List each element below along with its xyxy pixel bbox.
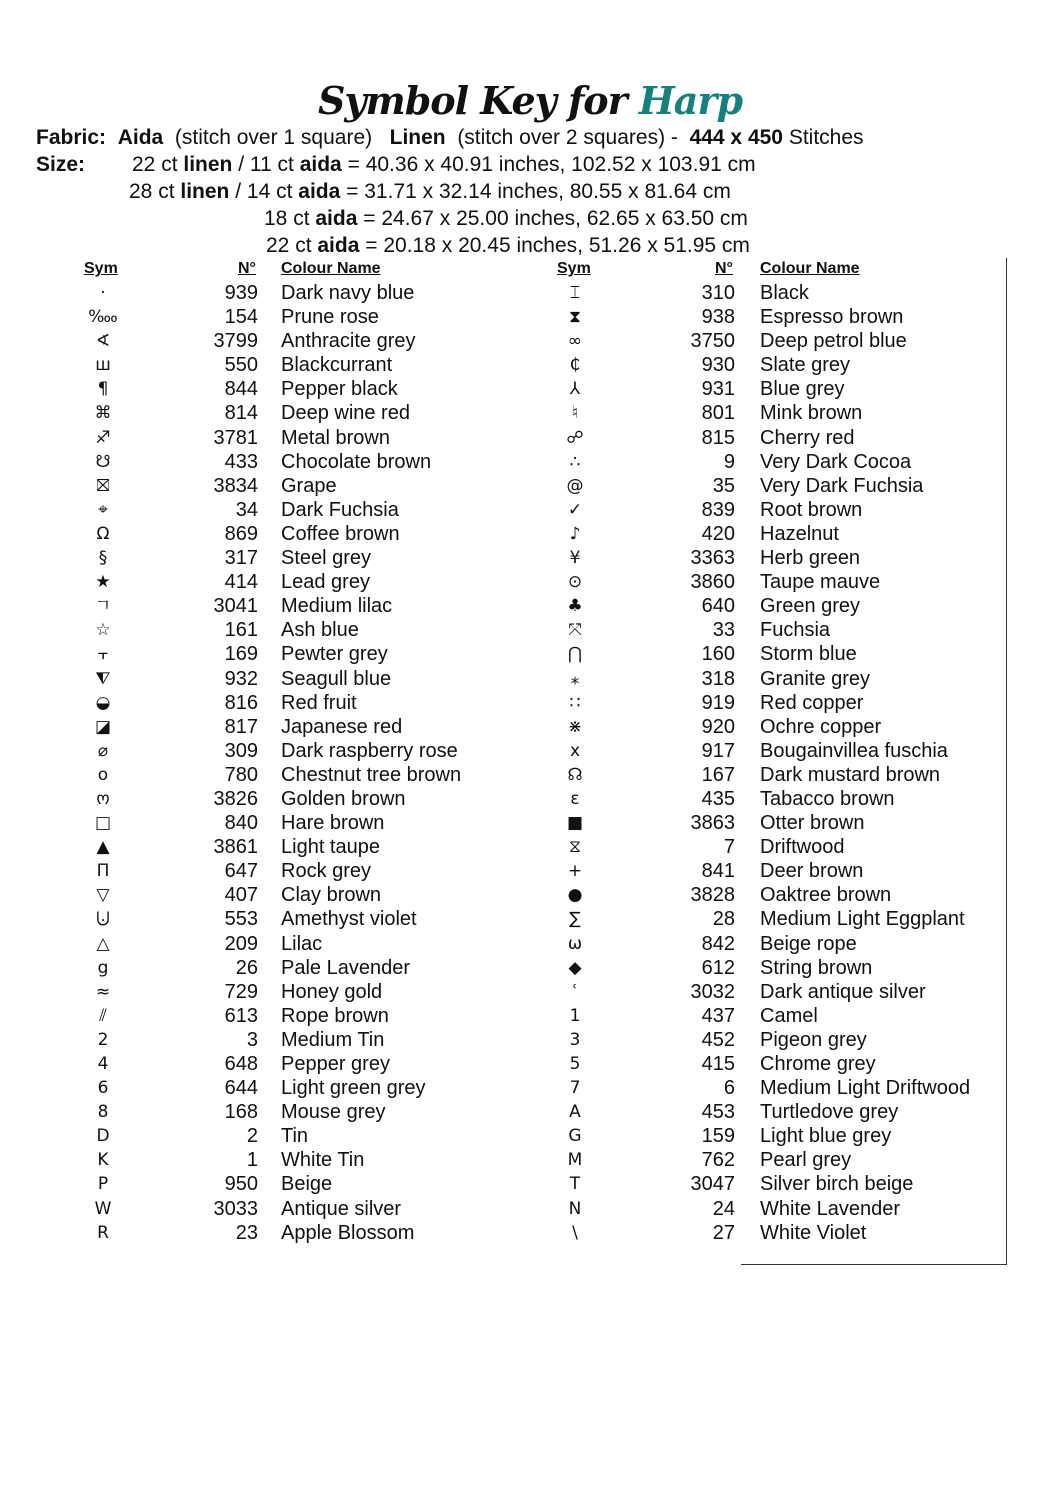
colour-name: Anthracite grey: [281, 330, 416, 353]
colour-name: Storm blue: [760, 643, 857, 666]
thread-number: 842: [701, 932, 735, 955]
fabric-linen-note: (stitch over 2 squares) -: [457, 126, 678, 149]
colour-name: Deep wine red: [281, 402, 410, 425]
symbol-icon: 2: [97, 1029, 109, 1050]
thread-number: 1: [246, 1149, 258, 1172]
thread-number: 453: [701, 1101, 735, 1124]
thread-number: 3861: [213, 836, 258, 859]
colour-name: Red copper: [760, 691, 864, 714]
symbol-icon: 4: [97, 1054, 109, 1074]
colour-name: Beige: [281, 1173, 333, 1196]
thread-number: 310: [701, 282, 735, 304]
symbol-icon: W: [94, 1198, 112, 1219]
header-num-left: N°: [238, 260, 256, 277]
symbol-icon: ■: [566, 813, 584, 834]
colour-name: Mink brown: [760, 402, 863, 425]
colour-name: Hazelnut: [760, 522, 839, 545]
colour-name: Medium Tin: [281, 1028, 385, 1051]
symbol-icon: K: [97, 1150, 109, 1171]
colour-name: White Lavender: [760, 1197, 901, 1220]
thread-number: 762: [701, 1149, 735, 1172]
thread-number: 931: [701, 378, 735, 401]
thread-number: 3041: [213, 595, 258, 618]
symbol-icon: ш: [95, 355, 111, 376]
colour-name: Apple Blossom: [281, 1221, 415, 1244]
colour-name: Seagull blue: [281, 667, 392, 690]
thread-number: 814: [224, 402, 258, 425]
symbol-icon: ☋: [95, 451, 111, 472]
colour-name: Medium lilac: [281, 595, 393, 618]
symbol-icon: ⊙: [567, 572, 583, 593]
symbol-icon: 1: [569, 1005, 581, 1026]
symbol-icon: D: [96, 1126, 110, 1147]
thread-number: 3033: [213, 1197, 258, 1220]
fabric-aida-note: (stitch over 1 square): [174, 126, 373, 149]
colour-name: Pewter grey: [281, 643, 388, 666]
symbol-icon: 6: [97, 1078, 109, 1099]
colour-name: Blackcurrant: [281, 354, 393, 377]
colour-name: Prune rose: [281, 306, 379, 329]
symbol-icon: ♮: [571, 403, 579, 424]
thread-number: 3828: [690, 884, 735, 907]
colour-name: Pepper black: [281, 378, 398, 401]
symbol-icon: 8: [97, 1102, 109, 1123]
symbol-icon: ‱: [88, 307, 118, 328]
symbol-icon: ⌖: [98, 499, 108, 520]
symbol-icon: ◒: [95, 692, 111, 713]
thread-number: 309: [224, 739, 258, 762]
colour-name: Grape: [281, 474, 337, 497]
thread-number: 844: [224, 378, 258, 401]
symbol-icon: ♣: [567, 596, 583, 617]
thread-number: 28: [712, 908, 735, 931]
thread-number: 729: [224, 980, 258, 1003]
colour-name: Beige rope: [760, 932, 857, 955]
pattern-name: Harp: [638, 78, 743, 123]
colour-name: Herb green: [760, 547, 861, 570]
colour-name: Antique silver: [281, 1197, 402, 1220]
fabric-aida: Aida: [117, 126, 164, 149]
thread-number: 433: [224, 450, 258, 473]
symbol-icon: ε: [570, 788, 580, 809]
colour-name: Pale Lavender: [281, 956, 410, 979]
symbol-icon: △: [96, 933, 110, 954]
symbol-icon: @: [566, 475, 584, 496]
thread-number: 159: [701, 1125, 735, 1148]
colour-name: Blue grey: [760, 378, 845, 401]
thread-number: 2: [246, 1125, 258, 1148]
symbol-icon: M: [567, 1150, 583, 1171]
colour-name: Rock grey: [281, 860, 372, 883]
symbol-icon: ⫟: [97, 644, 109, 665]
colour-name: Turtledove grey: [760, 1101, 899, 1124]
symbol-icon: ⌘: [94, 403, 112, 424]
symbol-icon: ◪: [94, 716, 112, 737]
thread-number: 938: [701, 306, 735, 329]
thread-number: 318: [701, 667, 735, 690]
colour-name: Lead grey: [281, 571, 370, 594]
thread-number: 3860: [690, 571, 735, 594]
colour-name: Chestnut tree brown: [281, 763, 462, 786]
thread-number: 3032: [690, 980, 735, 1003]
stitch-label: Stitches: [788, 126, 864, 149]
colour-name: Dark mustard brown: [760, 763, 941, 786]
symbol-icon: 3: [569, 1029, 581, 1050]
colour-name: Medium Light Driftwood: [760, 1077, 971, 1100]
colour-name: White Violet: [760, 1221, 867, 1244]
symbol-icon: ⅄: [569, 379, 581, 400]
thread-number: 553: [224, 908, 258, 931]
thread-number: 839: [701, 498, 735, 521]
thread-number: 3363: [690, 547, 735, 570]
thread-number: 3863: [690, 812, 735, 835]
thread-number: 415: [701, 1053, 735, 1075]
size-line-3: 18 ct aida = 24.67 x 25.00 inches, 62.65 x 63.50 cm: [264, 207, 748, 230]
thread-number: 3799: [213, 330, 258, 353]
symbol-icon: o: [97, 764, 109, 785]
symbol-icon: \: [572, 1222, 578, 1243]
border-right: [1006, 258, 1007, 1264]
fabric-label: Fabric:: [36, 126, 107, 149]
colour-name: Ochre copper: [760, 715, 882, 738]
symbol-icon: ∷: [569, 692, 581, 713]
symbol-icon: T: [569, 1174, 581, 1195]
symbol-icon: ⛝: [96, 475, 110, 496]
colour-name: Deer brown: [760, 860, 864, 883]
symbol-icon: N: [568, 1198, 582, 1219]
thread-number: 869: [224, 522, 258, 545]
colour-name: Light blue grey: [760, 1125, 892, 1148]
symbol-icon: ▲: [96, 837, 110, 858]
colour-name: Tin: [281, 1125, 309, 1148]
thread-number: 414: [224, 571, 258, 594]
stitch-count: 444 x 450: [689, 126, 783, 149]
colour-name: Pepper grey: [281, 1053, 390, 1075]
symbol-icon: ₵: [569, 355, 581, 376]
colour-name: Oaktree brown: [760, 884, 892, 907]
colour-name: Amethyst violet: [281, 908, 417, 931]
symbol-icon: ⌶: [569, 283, 581, 303]
colour-name: Clay brown: [281, 884, 382, 907]
colour-name: Golden brown: [281, 787, 406, 810]
thread-number: 154: [224, 306, 258, 329]
header-sym-right: Sym: [557, 260, 591, 277]
thread-number: 550: [224, 354, 258, 377]
colour-name: Taupe mauve: [760, 571, 881, 594]
colour-name: Rope brown: [281, 1004, 389, 1027]
colour-name: Hare brown: [281, 812, 385, 835]
thread-number: 919: [701, 691, 735, 714]
symbol-icon: ♐: [95, 427, 111, 448]
colour-name: Very Dark Cocoa: [760, 450, 912, 473]
colour-name: Metal brown: [281, 426, 390, 449]
thread-number: 801: [701, 402, 735, 425]
colour-name: Cherry red: [760, 426, 855, 449]
symbol-icon: ♪: [569, 523, 581, 544]
symbol-icon: ⋇: [567, 716, 583, 737]
thread-number: 9: [723, 450, 735, 473]
colour-name: Ash blue: [281, 619, 359, 642]
symbol-icon: ◆: [568, 957, 582, 978]
thread-number: 3781: [213, 426, 258, 449]
colour-name: Red fruit: [281, 691, 357, 714]
symbol-icon: x: [569, 740, 581, 761]
symbol-icon: ʿ: [572, 981, 578, 1002]
thread-number: 23: [235, 1221, 258, 1244]
thread-number: 647: [224, 860, 258, 883]
symbol-icon: A: [569, 1102, 581, 1123]
colour-name: Deep petrol blue: [760, 330, 907, 353]
thread-number: 33: [712, 619, 735, 642]
symbol-icon: 5: [569, 1054, 581, 1074]
thread-number: 34: [235, 498, 258, 521]
symbol-icon: ≈: [95, 981, 111, 1002]
colour-name: Dark Fuchsia: [281, 498, 399, 521]
colour-name: Chocolate brown: [281, 450, 432, 473]
symbol-icon: g: [97, 957, 109, 978]
symbol-icon: ⧖: [569, 837, 581, 858]
size-line-1: 22 ct linen / 11 ct aida = 40.36 x 40.91 inches, 102.52 x 103.91 cm: [132, 153, 756, 176]
colour-name: Mouse grey: [281, 1101, 386, 1124]
thread-number: 930: [701, 354, 735, 377]
symbol-icon: ∢: [95, 331, 111, 352]
colour-name: Medium Light Eggplant: [760, 908, 965, 931]
colour-name: Black: [760, 282, 809, 304]
colour-name: Granite grey: [760, 667, 871, 690]
symbol-icon: ⧨: [95, 668, 111, 689]
thread-number: 3047: [690, 1173, 735, 1196]
thread-number: 24: [712, 1197, 735, 1220]
symbol-icon: G: [568, 1126, 582, 1147]
thread-number: 167: [701, 763, 735, 786]
symbol-icon: ¥: [569, 548, 581, 569]
colour-name: Pearl grey: [760, 1149, 852, 1172]
thread-number: 612: [701, 956, 735, 979]
thread-number: 815: [701, 426, 735, 449]
symbol-icon: ☆: [95, 620, 111, 641]
symbol-icon: ·: [100, 283, 106, 303]
colour-name: Silver birch beige: [760, 1173, 914, 1196]
fabric-linen: Linen: [389, 126, 446, 149]
symbol-icon: ⨃: [96, 909, 110, 930]
symbol-icon: ☊: [567, 764, 583, 785]
symbol-icon: ★: [95, 572, 111, 593]
thread-number: 840: [224, 812, 258, 835]
symbol-icon: ⌀: [97, 740, 109, 761]
colour-name: Espresso brown: [760, 306, 904, 329]
thread-number: 780: [224, 763, 258, 786]
thread-number: 613: [224, 1004, 258, 1027]
symbol-icon: §: [98, 548, 108, 569]
thread-number: 437: [701, 1004, 735, 1027]
colour-name: Light taupe: [281, 836, 380, 859]
symbol-icon: ω: [567, 933, 583, 954]
thread-number: 3750: [690, 330, 735, 353]
symbol-icon: ⤧: [568, 620, 582, 641]
colour-name: Japanese red: [281, 715, 403, 738]
thread-number: 161: [224, 619, 258, 642]
colour-name: Honey gold: [281, 980, 383, 1003]
thread-number: 317: [224, 547, 258, 570]
symbol-icon: ⁎: [570, 668, 580, 689]
fabric-line: [36, 124, 864, 151]
symbol-icon: ო: [96, 788, 110, 809]
symbol-icon: ⋂: [568, 644, 582, 665]
colour-name: Very Dark Fuchsia: [760, 474, 924, 497]
page-title: [0, 78, 1060, 123]
header-num-right: N°: [715, 260, 733, 277]
symbol-icon: ¶: [97, 379, 109, 400]
thread-number: 817: [224, 715, 258, 738]
colour-name: Chrome grey: [760, 1053, 876, 1075]
header-name-left: Colour Name: [281, 260, 381, 277]
thread-number: 816: [224, 691, 258, 714]
thread-number: 3826: [213, 787, 258, 810]
colour-name: Tabacco brown: [760, 787, 895, 810]
thread-number: 435: [701, 787, 735, 810]
colour-name: Otter brown: [760, 812, 865, 835]
thread-number: 420: [701, 522, 735, 545]
thread-number: 27: [712, 1221, 735, 1244]
symbol-icon: ㄱ: [94, 596, 112, 617]
colour-name: Dark navy blue: [281, 282, 415, 304]
thread-number: 452: [701, 1028, 735, 1051]
thread-number: 168: [224, 1101, 258, 1124]
symbol-icon: Π: [96, 861, 110, 882]
header-name-right: Colour Name: [760, 260, 860, 277]
thread-number: 917: [701, 739, 735, 762]
symbol-icon: +: [567, 861, 583, 882]
thread-number: 644: [224, 1077, 258, 1100]
thread-number: 209: [224, 932, 258, 955]
symbol-icon: ∴: [569, 451, 581, 472]
symbol-icon: R: [97, 1222, 109, 1243]
thread-number: 648: [224, 1053, 258, 1075]
symbol-icon: ⧗: [569, 307, 581, 328]
colour-name: Camel: [760, 1004, 818, 1027]
title-prefix: Symbol Key for: [317, 78, 627, 123]
thread-number: 7: [723, 836, 735, 859]
thread-number: 407: [224, 884, 258, 907]
colour-name: Green grey: [760, 595, 861, 618]
size-line-4: 22 ct aida = 20.18 x 20.45 inches, 51.26 x 51.95 cm: [266, 234, 750, 257]
thread-number: 3: [246, 1028, 258, 1051]
thread-number: 160: [701, 643, 735, 666]
thread-number: 640: [701, 595, 735, 618]
thread-number: 6: [723, 1077, 735, 1100]
symbol-icon: Ω: [96, 523, 110, 544]
thread-number: 932: [224, 667, 258, 690]
colour-name: Pigeon grey: [760, 1028, 867, 1051]
thread-number: 169: [224, 643, 258, 666]
colour-name: String brown: [760, 956, 873, 979]
symbol-icon: ✓: [567, 499, 583, 520]
thread-number: 920: [701, 715, 735, 738]
symbol-icon: ∞: [567, 331, 583, 352]
thread-number: 841: [701, 860, 735, 883]
colour-name: White Tin: [281, 1149, 365, 1172]
symbol-icon: P: [97, 1174, 109, 1195]
symbol-icon: ⫽: [99, 1005, 107, 1026]
colour-name: Slate grey: [760, 354, 851, 377]
thread-number: 35: [712, 474, 735, 497]
colour-name: Dark antique silver: [760, 980, 926, 1003]
thread-number: 950: [224, 1173, 258, 1196]
colour-name: Lilac: [281, 932, 323, 955]
colour-name: Dark raspberry rose: [281, 739, 458, 762]
colour-name: Driftwood: [760, 836, 845, 859]
symbol-icon: ▽: [96, 885, 110, 906]
symbol-icon: ●: [567, 885, 583, 906]
colour-name: Root brown: [760, 498, 863, 521]
size-label: Size:: [36, 153, 86, 176]
symbol-icon: ∑: [569, 909, 581, 930]
thread-number: 3834: [213, 474, 258, 497]
colour-name: Bougainvillea fuschia: [760, 739, 948, 762]
thread-number: 939: [224, 282, 258, 304]
symbol-icon: ☍: [566, 427, 584, 448]
header-sym-left: Sym: [84, 260, 118, 277]
thread-number: 26: [235, 956, 258, 979]
colour-name: Fuchsia: [760, 619, 831, 642]
size-line-2: 28 ct linen / 14 ct aida = 31.71 x 32.14 inches, 80.55 x 81.64 cm: [129, 180, 731, 203]
colour-name: Steel grey: [281, 547, 372, 570]
symbol-icon: □: [94, 813, 112, 834]
colour-name: Coffee brown: [281, 522, 400, 545]
colour-name: Light green grey: [281, 1077, 426, 1100]
border-bottom: [741, 1264, 1007, 1265]
symbol-icon: 7: [569, 1078, 581, 1099]
